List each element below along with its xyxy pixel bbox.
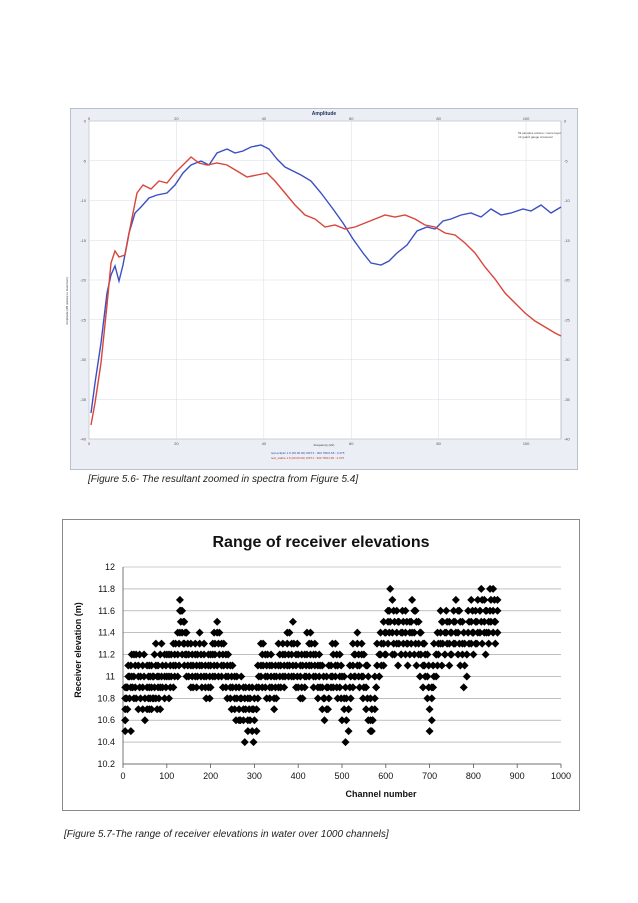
data-point	[320, 716, 328, 724]
data-point	[121, 716, 129, 724]
spectrum-y-tick: -15	[80, 237, 86, 243]
data-point	[237, 672, 245, 680]
data-point	[491, 640, 499, 648]
data-point	[127, 727, 135, 735]
y-tick-label: 11.8	[98, 583, 115, 594]
data-point	[196, 629, 204, 637]
spectrum-panel-title: Amplitude	[311, 111, 337, 117]
data-point	[353, 629, 361, 637]
spectrum-x-tick-top: 20	[174, 116, 179, 121]
y-tick-label: 10.2	[97, 759, 115, 769]
x-axis-title: Channel number	[345, 789, 417, 799]
data-point	[428, 716, 436, 724]
spectrum-y-tick-right: -5	[564, 158, 568, 164]
data-point	[176, 596, 184, 604]
figure-5-7-caption: [Figure 5.7-The range of receiver elevations in water over 1000 channels]	[64, 829, 389, 840]
spectrum-x-tick: 0	[87, 441, 91, 446]
data-point	[408, 596, 416, 604]
spectrum-y-tick-right: 0	[564, 118, 567, 124]
y-tick-label: 11.2	[98, 649, 115, 660]
footer-line-2: test_stable 1.5 (00.00.00) WFT1 : 300 780/1.65 : 4.375	[271, 456, 345, 460]
spectrum-x-tick-top: 100	[522, 116, 530, 121]
data-point	[412, 607, 420, 615]
data-point	[394, 662, 402, 670]
x-tick-label: 600	[378, 771, 394, 781]
data-point	[347, 694, 355, 702]
x-tick-label: 1000	[550, 771, 572, 781]
data-point	[368, 727, 376, 735]
data-point	[452, 596, 460, 604]
data-point	[140, 651, 148, 659]
data-point	[442, 607, 450, 615]
x-tick-label: 500	[334, 771, 350, 781]
y-tick-label: 10.8	[97, 693, 115, 704]
data-point	[270, 705, 278, 713]
spectrum-x-tick-top: 60	[348, 116, 354, 121]
data-point	[426, 727, 434, 735]
spectrum-x-tick-top: 80	[436, 116, 441, 121]
figure-5-6-caption: [Figure 5.6- The resultant zoomed in spectra from Figure 5.4]	[88, 474, 359, 485]
data-point	[477, 585, 485, 593]
x-tick-label: 700	[422, 771, 438, 781]
data-point	[493, 629, 501, 637]
y-tick-label: 10.6	[97, 715, 115, 726]
x-tick-label: 0	[120, 771, 126, 781]
spectrum-x-tick-top: 40	[261, 116, 267, 121]
data-point	[363, 662, 371, 670]
data-point	[253, 727, 261, 735]
y-tick-label: 11.6	[98, 605, 115, 616]
spectrum-y-tick: -10	[80, 198, 86, 203]
data-point	[158, 640, 166, 648]
data-point	[289, 618, 297, 626]
spectrum-y-tick: -25	[80, 317, 86, 323]
data-point	[241, 738, 249, 746]
spectrum-y-tick-right: -20	[564, 277, 570, 283]
spectrum-y-tick-right: -10	[564, 198, 570, 203]
data-point	[491, 618, 499, 626]
data-point	[417, 629, 425, 637]
y-tick-label: 11.4	[98, 627, 115, 638]
legend-entry-2: 12 guard gauge crossover	[518, 135, 553, 139]
data-point	[388, 596, 396, 604]
data-point	[358, 640, 366, 648]
data-point	[461, 662, 469, 670]
y-tick-label: 12	[104, 562, 115, 572]
data-point	[455, 607, 463, 615]
x-tick-label: 200	[203, 771, 219, 781]
data-point	[345, 705, 353, 713]
spectrum-legend	[518, 131, 561, 139]
spectrum-y-label: Amplitude (dB relative to maximum)	[64, 277, 69, 325]
data-point	[469, 651, 477, 659]
spectrum-y-tick: -35	[80, 396, 86, 402]
data-point	[250, 738, 258, 746]
data-point	[438, 662, 446, 670]
spectrum-y-tick-right: -35	[564, 396, 570, 402]
data-point	[342, 738, 350, 746]
spectrum-x-tick-top: 0	[87, 116, 91, 121]
x-tick-label: 900	[509, 771, 525, 781]
x-tick-label: 100	[159, 771, 175, 781]
data-point	[342, 716, 350, 724]
y-tick-label: 11	[105, 671, 115, 682]
data-point	[460, 683, 468, 691]
chart-title: Range of receiver elevations	[212, 534, 430, 551]
spectrum-y-tick-right: -30	[564, 357, 570, 362]
footer-line-1: test.ecliptic 1.5 (00.00.00) WFT1 : 300 780/1.65 : 4.375	[271, 451, 345, 455]
data-point	[429, 683, 437, 691]
data-point	[371, 694, 379, 702]
spectrum-x-label: Frequency (Hz)	[313, 443, 335, 447]
x-tick-label: 300	[246, 771, 262, 781]
spectrum-y-tick-right: -40	[564, 436, 570, 442]
spectrum-y-tick: 0	[83, 118, 86, 124]
data-point	[324, 705, 332, 713]
x-tick-label: 800	[465, 771, 481, 781]
data-point	[325, 694, 333, 702]
data-point	[493, 607, 501, 615]
data-point	[420, 640, 428, 648]
data-point	[404, 662, 412, 670]
data-point	[386, 585, 394, 593]
data-point	[250, 716, 258, 724]
spectrum-y-tick-right: -25	[564, 317, 570, 323]
spectrum-footer	[271, 451, 344, 461]
spectrum-y-tick: -30	[80, 357, 86, 362]
spectrum-y-tick: -20	[80, 277, 86, 283]
legend-entry-1: 5k samples volume / some layer	[518, 131, 561, 135]
y-tick-label: 10.4	[97, 737, 115, 748]
spectrum-plot	[71, 109, 579, 471]
data-point	[213, 618, 221, 626]
spectrum-x-tick: 80	[436, 441, 441, 446]
data-point	[200, 640, 208, 648]
data-point	[141, 716, 149, 724]
x-tick-label: 400	[290, 771, 306, 781]
spectrum-x-tick: 40	[261, 441, 267, 446]
data-point	[372, 683, 380, 691]
spectrum-y-tick: -5	[82, 158, 86, 164]
elevation-plot	[63, 520, 581, 812]
elevation-chart	[62, 519, 580, 811]
spectrum-x-tick: 100	[522, 441, 530, 446]
spectrum-x-tick: 20	[174, 441, 179, 446]
data-point	[445, 662, 453, 670]
spectrum-figure	[64, 108, 578, 470]
spectrum-y-tick: -40	[80, 436, 86, 442]
data-point	[426, 705, 434, 713]
y-axis-title: Receiver elevation (m)	[73, 602, 83, 698]
spectrum-x-tick: 60	[348, 441, 354, 446]
data-point	[345, 727, 353, 735]
data-point	[428, 694, 436, 702]
data-point	[463, 672, 471, 680]
data-point	[375, 672, 383, 680]
data-point	[165, 694, 173, 702]
spectrum-y-tick-right: -15	[564, 237, 570, 243]
data-point	[482, 651, 490, 659]
data-point	[183, 629, 191, 637]
